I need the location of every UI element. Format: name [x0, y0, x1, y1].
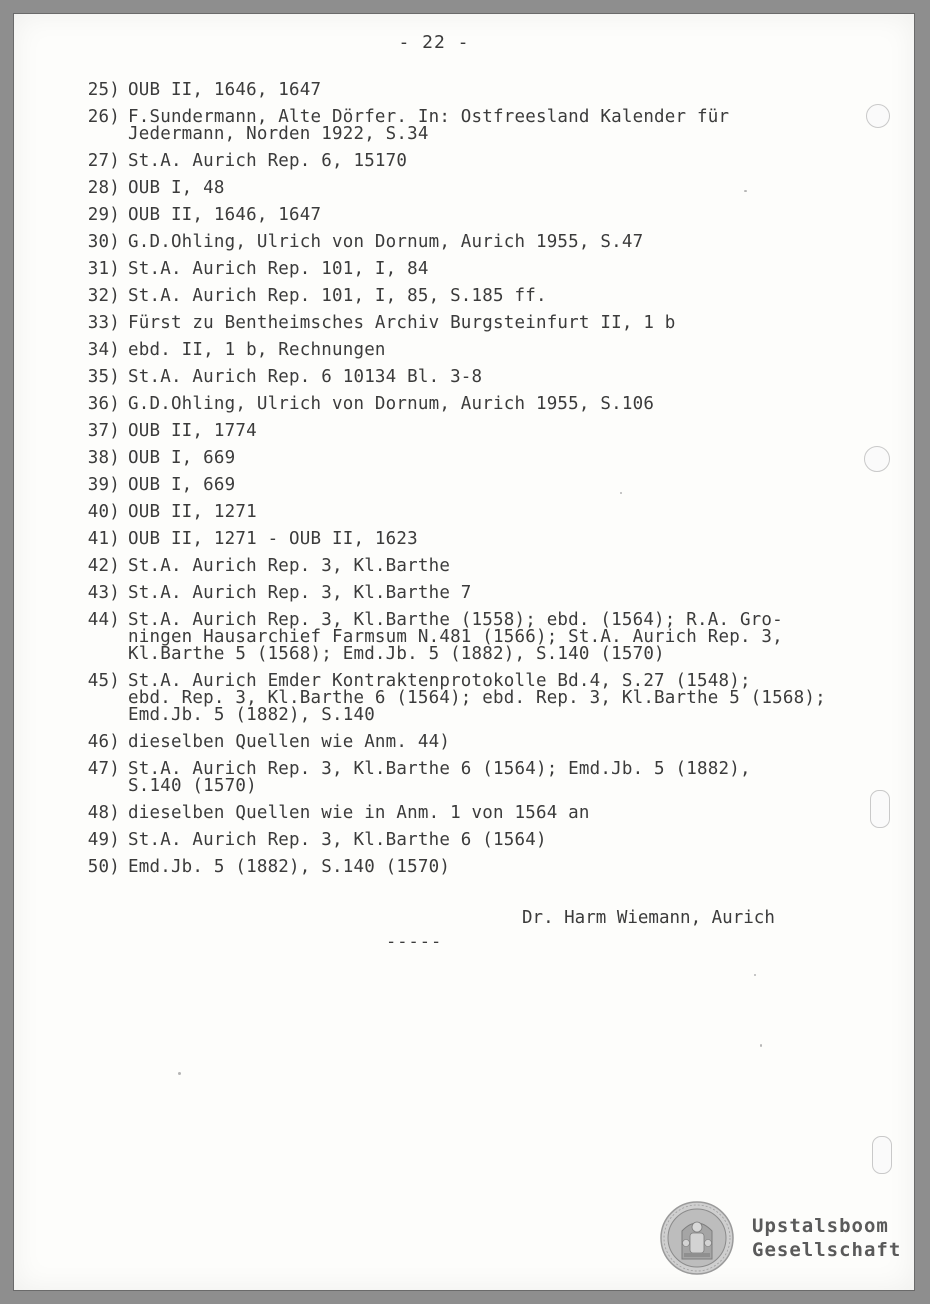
footnote-text: G.D.Ohling, Ulrich von Dornum, Aurich 1955, S.47	[128, 232, 644, 252]
footnote-text: St.A. Aurich Rep. 101, I, 84	[128, 259, 429, 279]
footnote-item	[72, 342, 852, 359]
scan-speck	[754, 974, 756, 976]
footnote-text: ebd. II, 1 b, Rechnungen	[128, 340, 386, 360]
footnote-item	[72, 585, 852, 602]
footnote-number: 48)	[87, 803, 120, 823]
footnote-number: 36)	[87, 394, 120, 414]
page-number: - 22 -	[398, 32, 470, 53]
footnote-item	[72, 288, 852, 305]
footnote-number: 40)	[87, 502, 120, 522]
footnote-number: 49)	[87, 830, 120, 850]
footnote-number: 26)	[87, 107, 120, 127]
footnote-text: St.A. Aurich Rep. 3, Kl.Barthe 7	[128, 583, 472, 603]
footnote-number: 47)	[87, 759, 120, 779]
footnote-number: 46)	[87, 732, 120, 752]
footnote-item	[72, 832, 852, 849]
footnote-item	[72, 504, 852, 521]
footnote-text: Emd.Jb. 5 (1882), S.140 (1570)	[128, 857, 451, 877]
footnote-number: 45)	[87, 671, 120, 691]
footnote-number: 50)	[87, 857, 120, 877]
footnote-number: 33)	[87, 313, 120, 333]
footnote-text: OUB II, 1646, 1647	[128, 80, 322, 100]
footnote-text: dieselben Quellen wie Anm. 44)	[128, 732, 451, 752]
footnote-number: 30)	[87, 232, 120, 252]
footnote-text: OUB II, 1646, 1647	[128, 205, 322, 225]
footnote-item	[72, 396, 852, 413]
footnote-item	[72, 450, 852, 467]
footnote-list	[72, 82, 852, 886]
footnote-item	[72, 109, 852, 143]
footnote-number: 35)	[87, 367, 120, 387]
footnote-number: 25)	[87, 80, 120, 100]
punch-hole-bottom	[872, 1136, 892, 1174]
footnote-item	[72, 153, 852, 170]
footnote-number: 32)	[87, 286, 120, 306]
footnote-text: St.A. Aurich Rep. 3, Kl.Barthe (1558); ebd. (1564); R.A. Gro- ningen Hausarchief Farmsum N.481 (1566); St.A. Aurich Rep. 3, Kl.Barthe 5 (1568); Emd.Jb. 5 (1882), S.140 (1570)	[128, 610, 783, 664]
brand-name	[752, 1214, 901, 1262]
footnote-item	[72, 477, 852, 494]
document-page	[14, 14, 914, 1290]
footnote-text: St.A. Aurich Rep. 101, I, 85, S.185 ff.	[128, 286, 547, 306]
scan-speck	[620, 492, 622, 494]
footnote-item	[72, 207, 852, 224]
footnote-item	[72, 531, 852, 548]
footnote-number: 44)	[87, 610, 120, 630]
footnote-text: St.A. Aurich Emder Kontraktenprotokolle Bd.4, S.27 (1548); ebd. Rep. 3, Kl.Barthe 6 (1564); ebd. Rep. 3, Kl.Barthe 5 (1568); Emd.Jb. 5 (1882), S.140	[128, 671, 826, 725]
scan-speck	[178, 1072, 181, 1075]
footnote-text: dieselben Quellen wie in Anm. 1 von 1564 an	[128, 803, 590, 823]
footnote-number: 27)	[87, 151, 120, 171]
footnote-number: 39)	[87, 475, 120, 495]
footnote-number: 38)	[87, 448, 120, 468]
scan-speck	[744, 190, 747, 192]
footnote-text: OUB II, 1271 - OUB II, 1623	[128, 529, 418, 549]
end-rule: -----	[386, 932, 443, 952]
scan-speck	[760, 1044, 762, 1047]
footnote-number: 31)	[87, 259, 120, 279]
publisher-watermark	[660, 1200, 900, 1276]
footnote-item	[72, 261, 852, 278]
footnote-number: 42)	[87, 556, 120, 576]
footnote-text: St.A. Aurich Rep. 3, Kl.Barthe 6 (1564); Emd.Jb. 5 (1882), S.140 (1570)	[128, 759, 751, 796]
footnote-number: 29)	[87, 205, 120, 225]
brand-line-1: Upstalsboom	[752, 1215, 889, 1237]
brand-line-2: Gesellschaft	[752, 1239, 902, 1261]
footnote-text: OUB II, 1271	[128, 502, 257, 522]
footnote-text: OUB I, 669	[128, 448, 236, 468]
footnote-number: 34)	[87, 340, 120, 360]
footnote-item	[72, 673, 852, 724]
footnote-item	[72, 315, 852, 332]
footnote-number: 41)	[87, 529, 120, 549]
footnote-item	[72, 369, 852, 386]
upstalsboom-seal-icon	[660, 1201, 734, 1275]
footnote-item	[72, 82, 852, 99]
footnote-item	[72, 234, 852, 251]
footnote-item	[72, 612, 852, 663]
punch-hole-middle	[864, 446, 890, 472]
footnote-item	[72, 859, 852, 876]
footnote-text: OUB II, 1774	[128, 421, 257, 441]
footnote-number: 37)	[87, 421, 120, 441]
footnote-number: 43)	[87, 583, 120, 603]
footnote-text: F.Sundermann, Alte Dörfer. In: Ostfreesland Kalender für Jedermann, Norden 1922, S.34	[128, 107, 730, 144]
footnote-text: St.A. Aurich Rep. 3, Kl.Barthe 6 (1564)	[128, 830, 547, 850]
footnote-text: St.A. Aurich Rep. 6 10134 Bl. 3-8	[128, 367, 483, 387]
footnote-item	[72, 761, 852, 795]
footnote-text: OUB I, 48	[128, 178, 225, 198]
footnote-text: Fürst zu Bentheimsches Archiv Burgsteinfurt II, 1 b	[128, 313, 676, 333]
footnote-item	[72, 734, 852, 751]
punch-hole-top	[866, 104, 890, 128]
footnote-text: St.A. Aurich Rep. 6, 15170	[128, 151, 408, 171]
punch-hole-lower	[870, 790, 890, 828]
footnote-item	[72, 805, 852, 822]
author-signature: Dr. Harm Wiemann, Aurich	[522, 908, 775, 928]
footnote-item	[72, 423, 852, 440]
footnote-text: OUB I, 669	[128, 475, 236, 495]
footnote-item	[72, 558, 852, 575]
footnote-item	[72, 180, 852, 197]
footnote-text: G.D.Ohling, Ulrich von Dornum, Aurich 1955, S.106	[128, 394, 655, 414]
footnote-number: 28)	[87, 178, 120, 198]
footnote-text: St.A. Aurich Rep. 3, Kl.Barthe	[128, 556, 451, 576]
